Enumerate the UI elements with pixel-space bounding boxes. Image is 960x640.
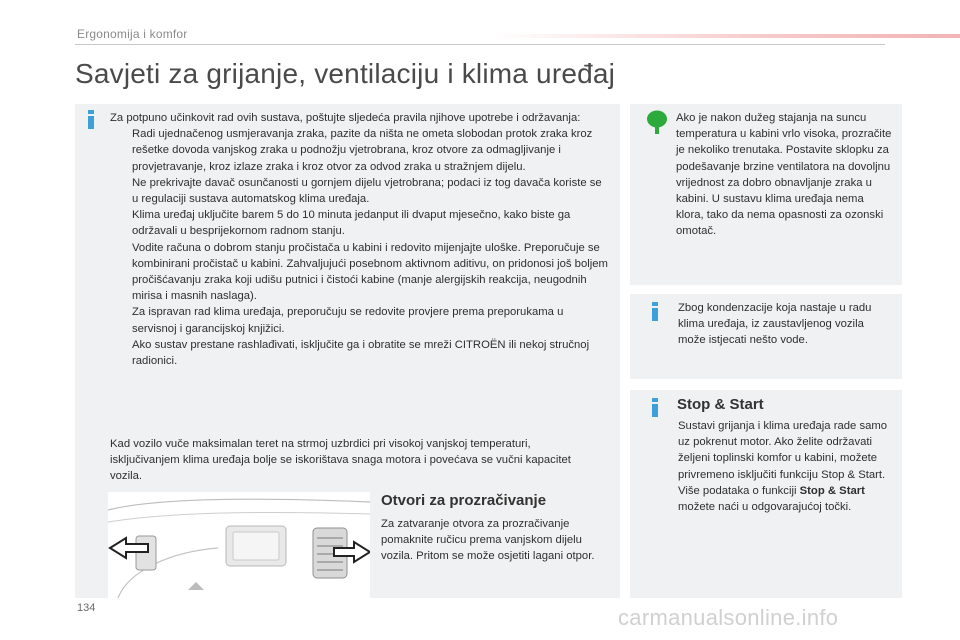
condensation-text: Zbog kondenzacije koja nastaje u radu klima uređaja, iz zaustavljenog vozila može istjecati nešto vode.: [678, 302, 872, 347]
page-number: 134: [77, 602, 96, 614]
list-item: Klima uređaj uključite barem 5 do 10 minuta jedanput ili dvaput mjesečno, kako biste ga održavali u besprijekornom radnom stanju.: [132, 209, 571, 238]
vents-text: Za zatvaranje otvora za prozračivanje pomaknite ručicu prema vanjskom dijelu vozila. Pritom se može osjetiti lagani otpor.: [381, 518, 595, 563]
intro-text: Za potpuno učinkovit rad ovih sustava, poštujte sljedeća pravila njihove upotrebe i održavanja:: [110, 112, 581, 124]
air-vents-illustration: [108, 492, 370, 598]
list-item: Ne prekrivajte davač osunčanosti u gornjem dijelu vjetrobrana; podaci iz tog davača koriste se u regulaciji sustava automatskog klima uređaja.: [132, 176, 602, 206]
list-item: Ako sustav prestane rashlađivati, isključite ga i obratite se mreži CITROËN ili nekoj stručnoj radionici.: [132, 338, 590, 368]
towing-note: Kad vozilo vuče maksimalan teret na strmoj uzbrdici pri visokoj vanjskoj temperaturi, isključivanjem klima uređaja bolje se iskorištava snaga motora i povećava se vučni kapacitet vozila.: [110, 438, 571, 483]
info-icon: [87, 110, 95, 129]
stop-start-text: Sustavi grijanja i klima uređaja rade samo uz pokrenut motor. Ako želite održavati željeni toplinski komfor u kabini, možete privremeno isključiti funkciju Stop & Start. Više podataka o funkciji Stop & Start možete naći u odgovarajućoj točki.: [678, 420, 888, 514]
list-item: Za ispravan rad klima uređaja, preporučuju se redovite provjere prema preporukama u servisnoj i garancijskoj knjižici.: [132, 306, 564, 335]
header-divider: [75, 44, 885, 45]
main-instructions: [110, 110, 610, 369]
watermark: carmanualsonline.info: [618, 605, 839, 630]
info-icon: [651, 398, 659, 417]
stop-start-heading: Stop & Start: [677, 396, 764, 413]
eco-tip-text: Ako je nakon dužeg stajanja na suncu temperatura u kabini vrlo visoka, prozračite je nekoliko trenutaka. Postavite sklopku za podešavanje brzine ventilatora na dovoljnu vrijednost za dobro obnavljanje zraka u kabini. U sustavu klima uređaja nema klora, tako da nema opasnosti za ozonski omotač.: [676, 112, 892, 238]
list-item: Radi ujednačenog usmjeravanja zraka, pazite da ništa ne ometa slobodan protok zraka kroz rešetke dovoda vanjskog zraka u podnožju vjetrobrana, kroz otvore za odmagljivanje i provjetravanje, kroz izlaze zraka i kroz otvor za odvod zraka u stražnjem dijelu.: [132, 128, 593, 173]
leaf-eco-icon: [646, 110, 668, 134]
info-icon: [651, 302, 659, 321]
vents-heading: Otvori za prozračivanje: [381, 492, 547, 509]
list-item: Vodite računa o dobrom stanju pročistača u kabini i redovito mijenjajte uloške. Preporučuje se kombinirani pročistač u kabini. Zahvaljujući posebnom aktivnom aditivu, on pridonosi još boljem pročišćavanju zraka koji udišu putnici i čistoći kabine (manje alergijskih reakcija, neugodnih mirisa i masnih naslaga).: [132, 241, 608, 303]
section-header: Ergonomija i komfor: [77, 27, 188, 41]
page-title: Savjeti za grijanje, ventilaciju i klima uređaj: [75, 58, 616, 89]
header-accent-bar: [490, 34, 960, 38]
tips-list: [110, 126, 610, 369]
